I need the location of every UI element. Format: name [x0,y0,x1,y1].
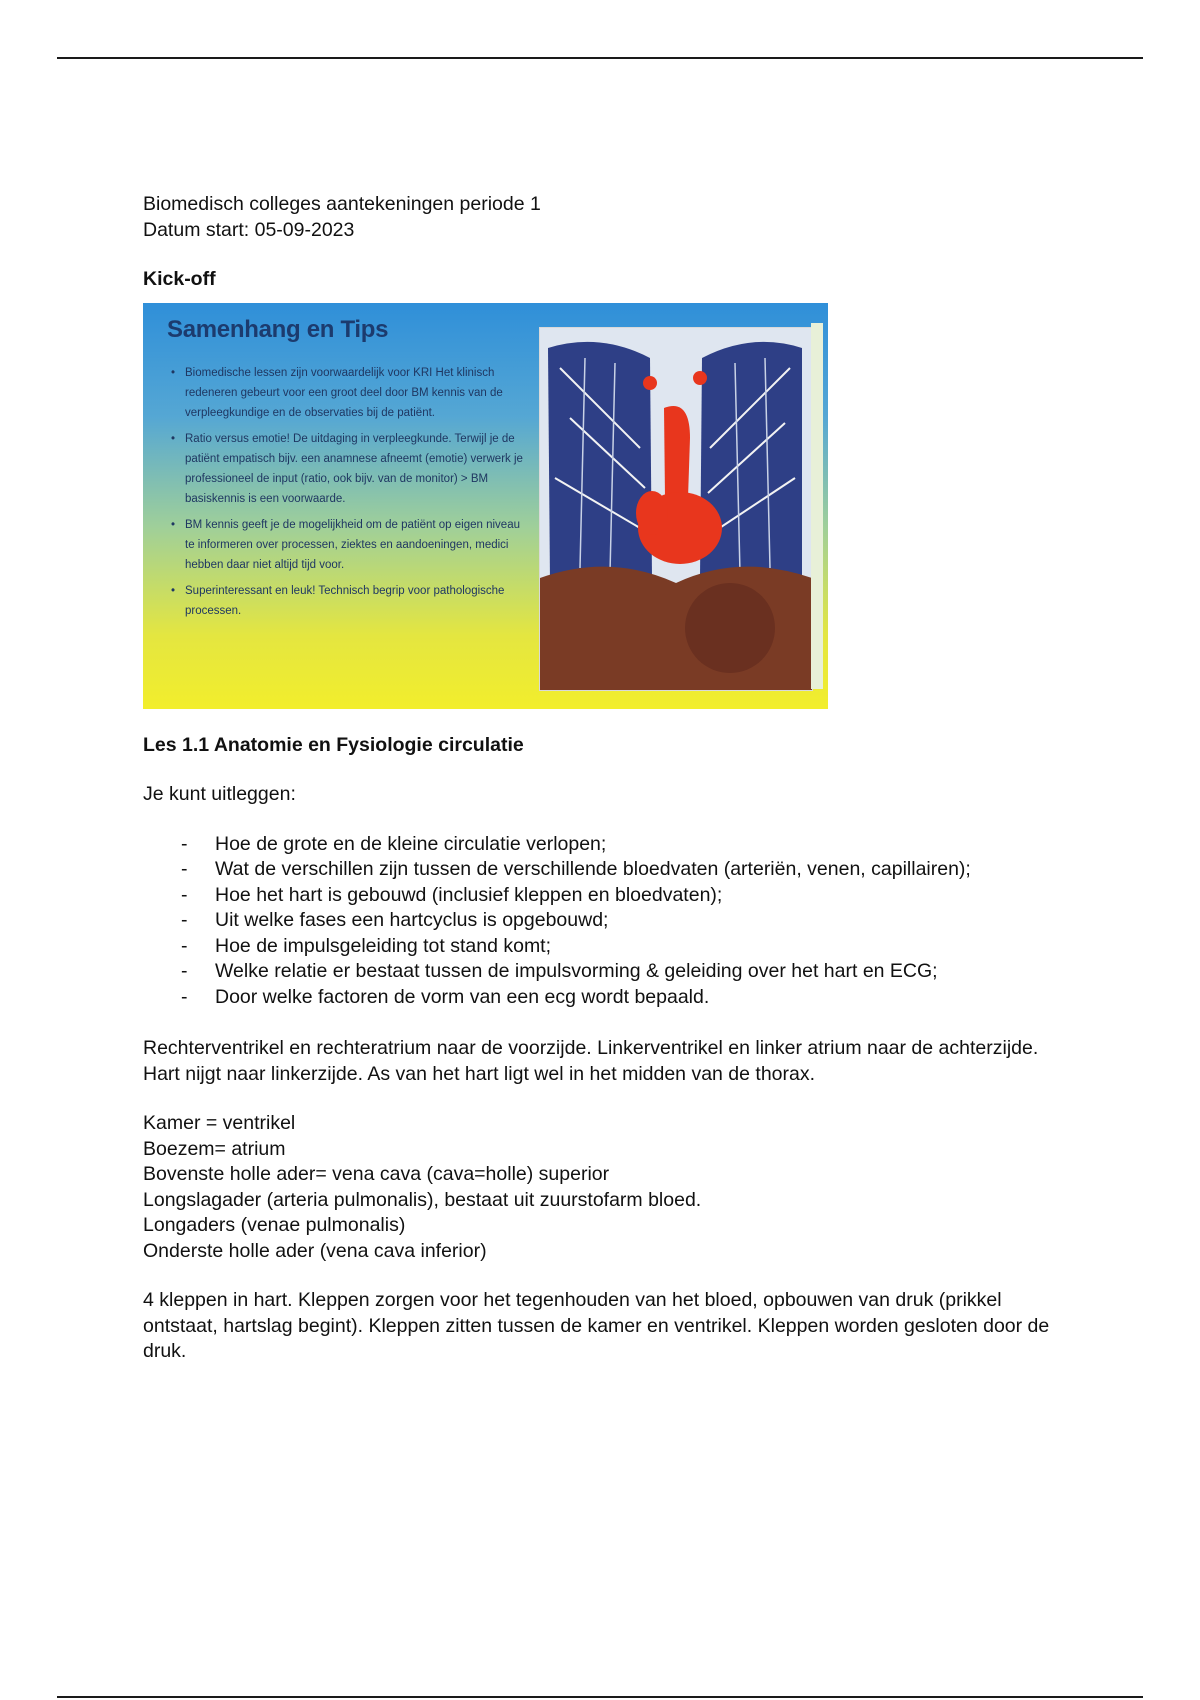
heart-orientation-paragraph: Rechterventrikel en rechteratrium naar de voorzijde. Linkerventrikel en linker atrium naar de achterzijde. Hart nijgt naar linkerzijde. As van het hart ligt wel in het midden van de thorax. [143,1037,1039,1085]
top-rule [57,57,1143,59]
term-line: Bovenste holle ader= vena cava (cava=holle) superior [143,1163,610,1185]
lesson-heading: Les 1.1 Anatomie en Fysiologie circulatie [143,733,524,756]
document-body [143,192,1063,1365]
slide-side-strip [811,323,823,689]
slide-bullet: • Ratio versus emotie! De uitdaging in verpleegkunde. Terwijl je de patiënt empatisch bijv. een anamnese afneemt (emotie) verwerk je professioneel de input (ratio, ook bijv. van de monitor) > BM basiskennis is een voorwaarde. [165,429,525,509]
start-date: Datum start: 05-09-2023 [143,218,355,241]
list-item: - Hoe de grote en de kleine circulatie verlopen; [143,832,1063,858]
slide-bullet: • Biomedische lessen zijn voorwaardelijk voor KRI Het klinisch redeneren gebeurt voor een groot deel door BM kennis van de verpleegkundige en de observaties bij de patiënt. [165,363,525,423]
slide-bullet: • BM kennis geeft je de mogelijkheid om de patiënt op eigen niveau te informeren over processen, ziektes en aandoeningen, medici hebben daar niet altijd tijd voor. [165,515,525,575]
list-item: - Hoe de impulsgeleiding tot stand komt; [143,934,1063,960]
term-line: Kamer = ventrikel [143,1112,296,1134]
list-item: - Hoe het hart is gebouwd (inclusief kleppen en bloedvaten); [143,883,1063,909]
list-item: - Wat de verschillen zijn tussen de verschillende bloedvaten (arteriën, venen, capillairen); [143,857,1063,883]
slide-bullet: • Superinteressant en leuk! Technisch begrip voor pathologische processen. [165,581,525,621]
list-item: - Uit welke fases een hartcyclus is opgebouwd; [143,908,1063,934]
document-title: Biomedisch colleges aantekeningen periode 1 [143,193,541,215]
term-line: Longslagader (arteria pulmonalis), bestaat uit zuurstofarm bloed. [143,1188,702,1211]
lesson-intro: Je kunt uitleggen: [143,783,296,805]
slide-title: Samenhang en Tips [167,315,389,343]
bottom-rule [57,1696,1143,1698]
kickoff-heading: Kick-off [143,268,216,290]
term-line: Boezem= atrium [143,1137,286,1160]
kickoff-slide-image [143,303,828,709]
term-line: Longaders (venae pulmonalis) [143,1214,406,1236]
slide-bullet-list [165,363,525,627]
learning-goals-list [143,832,1063,1011]
list-item: - Door welke factoren de vorm van een ecg wordt bepaald. [143,985,1063,1011]
valves-paragraph: 4 kleppen in hart. Kleppen zorgen voor het tegenhouden van het bloed, opbouwen van druk (prikkel ontstaat, hartslag begint). Kleppen zitten tussen de kamer en ventrikel. Kleppen worden gesloten door de druk. [143,1289,1050,1362]
chest-scan-image [539,327,813,691]
list-item: - Welke relatie er bestaat tussen de impulsvorming & geleiding over het hart en ECG; [143,959,1063,985]
term-line: Onderste holle ader (vena cava inferior) [143,1239,487,1262]
